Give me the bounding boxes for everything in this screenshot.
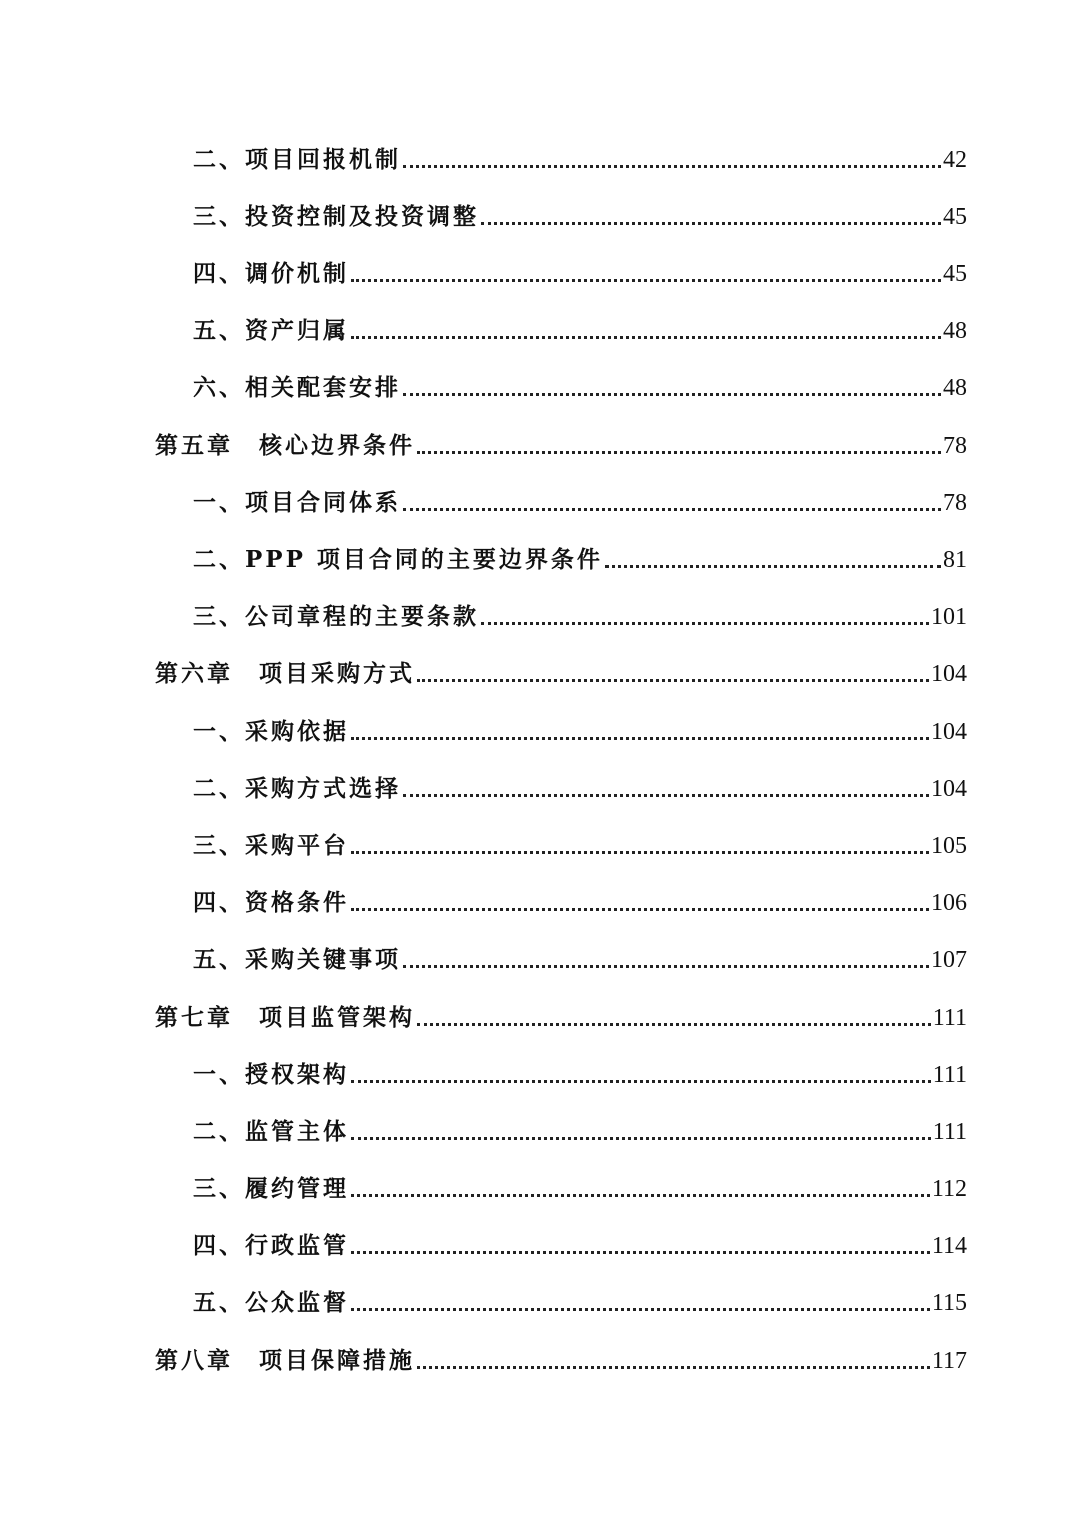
toc-entry-title: 五、公众监督 [193, 1289, 349, 1316]
toc-entry-title: 四、调价机制 [193, 260, 349, 287]
toc-entry-section[interactable] [193, 1106, 967, 1146]
toc-entry-page: 45 [943, 261, 967, 287]
toc-entry-title: 四、行政监管 [193, 1232, 349, 1259]
toc-dot-leader [417, 451, 941, 454]
toc-entry-page: 42 [943, 147, 967, 173]
toc-entry-title: 一、采购依据 [193, 718, 349, 745]
toc-entry-title: 二、项目回报机制 [193, 146, 401, 173]
toc-entry-title: 四、资格条件 [193, 889, 349, 916]
toc-dot-leader [351, 1308, 930, 1311]
toc-dot-leader [481, 622, 929, 625]
toc-dot-leader [403, 965, 929, 968]
toc-entry-title: 三、采购平台 [193, 832, 349, 859]
toc-entry-page: 117 [931, 1348, 967, 1374]
toc-entry-section[interactable] [193, 877, 967, 917]
toc-dot-leader [351, 279, 941, 282]
toc-entry-title: 一、项目合同体系 [193, 489, 401, 516]
toc-entry-section[interactable] [193, 305, 967, 345]
toc-dot-leader [351, 737, 929, 740]
toc-entry-page: 45 [943, 204, 967, 230]
toc-entry-section[interactable] [193, 1277, 967, 1317]
toc-entry-title: 二、PPP 项目合同的主要边界条件 [193, 546, 603, 573]
toc-dot-leader [417, 1366, 930, 1369]
toc-dot-leader [351, 336, 941, 339]
toc-entry-section[interactable] [193, 134, 967, 174]
toc-entry-section[interactable] [193, 820, 967, 860]
toc-entry-page: 104 [931, 661, 967, 687]
toc-entry-section[interactable] [193, 1220, 967, 1260]
toc-entry-page: 48 [943, 318, 967, 344]
toc-entry-page: 111 [932, 1062, 967, 1088]
toc-entry-section[interactable] [193, 706, 967, 746]
toc-entry-page: 112 [931, 1176, 967, 1202]
toc-entry-chapter[interactable] [155, 1335, 967, 1375]
toc-dot-leader [351, 851, 929, 854]
toc-entry-page: 114 [931, 1233, 967, 1259]
toc-dot-leader [403, 794, 929, 797]
toc-entry-title: 第七章 项目监管架构 [155, 1004, 415, 1031]
toc-dot-leader [351, 1080, 931, 1083]
toc-entry-section[interactable] [193, 1163, 967, 1203]
toc-dot-leader [403, 165, 941, 168]
toc-entry-section[interactable] [193, 477, 967, 517]
toc-dot-leader [605, 565, 941, 568]
toc-entry-section[interactable] [193, 934, 967, 974]
toc-dot-leader [403, 508, 941, 511]
toc-entry-page: 101 [931, 604, 967, 630]
toc-dot-leader [351, 1137, 931, 1140]
toc-entry-section[interactable] [193, 591, 967, 631]
toc-dot-leader [351, 1194, 930, 1197]
toc-entry-title: 三、履约管理 [193, 1175, 349, 1202]
toc-entry-title: 第六章 项目采购方式 [155, 660, 415, 687]
toc-dot-leader [481, 222, 941, 225]
toc-entry-page: 104 [931, 719, 967, 745]
toc-entry-title: 六、相关配套安排 [193, 374, 401, 401]
toc-entry-title: 五、采购关键事项 [193, 946, 401, 973]
toc-entry-section[interactable] [193, 248, 967, 288]
toc-entry-title: 一、授权架构 [193, 1061, 349, 1088]
toc-entry-page: 111 [932, 1005, 967, 1031]
toc-entry-section[interactable] [193, 534, 967, 574]
toc-entry-page: 111 [932, 1119, 967, 1145]
toc-entry-title: 五、资产归属 [193, 317, 349, 344]
toc-entry-section[interactable] [193, 191, 967, 231]
toc-dot-leader [403, 393, 941, 396]
toc-entry-page: 115 [931, 1290, 967, 1316]
toc-dot-leader [351, 908, 929, 911]
toc-entry-title: 第八章 项目保障措施 [155, 1347, 415, 1374]
toc-entry-page: 105 [931, 833, 967, 859]
toc-dot-leader [417, 1023, 931, 1026]
toc-entry-section[interactable] [193, 362, 967, 402]
toc-entry-page: 107 [931, 947, 967, 973]
toc-entry-chapter[interactable] [155, 648, 967, 688]
toc-entry-page: 78 [943, 433, 967, 459]
toc-entry-page: 106 [931, 890, 967, 916]
toc-entry-title: 三、投资控制及投资调整 [193, 203, 479, 230]
toc-dot-leader [417, 679, 929, 682]
toc-entry-title: 二、采购方式选择 [193, 775, 401, 802]
toc-entry-page: 78 [943, 490, 967, 516]
toc-entry-page: 48 [943, 375, 967, 401]
toc-entry-title: 第五章 核心边界条件 [155, 432, 415, 459]
toc-entry-title: 三、公司章程的主要条款 [193, 603, 479, 630]
toc-entry-chapter[interactable] [155, 420, 967, 460]
toc-entry-page: 81 [943, 547, 967, 573]
toc-entry-section[interactable] [193, 763, 967, 803]
toc-dot-leader [351, 1251, 930, 1254]
toc-entry-title: 二、监管主体 [193, 1118, 349, 1145]
toc-entry-section[interactable] [193, 1049, 967, 1089]
toc-entry-chapter[interactable] [155, 992, 967, 1032]
toc-entry-page: 104 [931, 776, 967, 802]
